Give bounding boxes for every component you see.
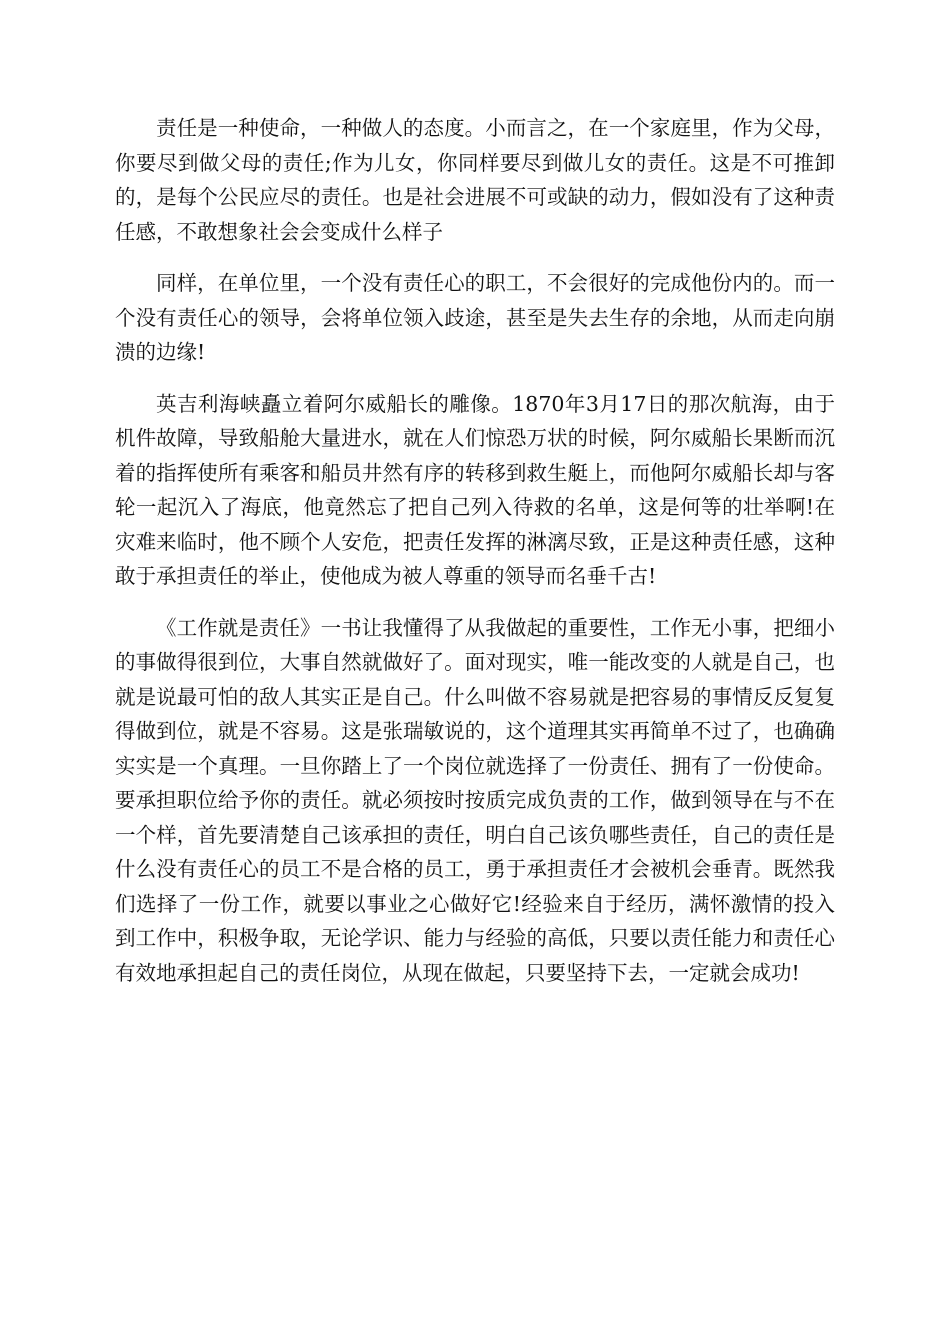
paragraph-3: 英吉利海峡矗立着阿尔威船长的雕像。1870年3月17日的那次航海，由于机件故障，导致船舱大量进水，就在人们惊恐万状的时候，阿尔威船长果断而沉着的指挥使所有乘客和船员井然有序的转移到救生艇上，而他阿尔威船长却与客轮一起沉入了海底，他竟然忘了把自己列入待救的名单，这是何等的壮举啊!在灾难来临时，他不顾个人安危，把责任发挥的淋漓尽致，正是这种责任感，这种敢于承担责任的举止，使他成为被人尊重的领导而名垂千古! <box>115 391 835 588</box>
paragraph-4: 《工作就是责任》一书让我懂得了从我做起的重要性，工作无小事，把细小的事做得很到位，大事自然就做好了。面对现实，唯一能改变的人就是自己，也就是说最可怕的敌人其实正是自己。什么叫做不容易就是把容易的事情反反复复得做到位，就是不容易。这是张瑞敏说的，这个道理其实再简单不过了，也确确实实是一个真理。一旦你踏上了一个岗位就选择了一份责任、拥有了一份使命。要承担职位给予你的责任。就必须按时按质完成负责的工作，做到领导在与不在一个样，首先要清楚自己该承担的责任，明白自己该负哪些责任，自己的责任是什么没有责任心的员工不是合格的员工，勇于承担责任才会被机会垂青。既然我们选择了一份工作，就要以事业之心做好它!经验来自于经历，满怀激情的投入到工作中，积极争取，无论学识、能力与经验的高低，只要以责任能力和责任心有效地承担起自己的责任岗位，从现在做起，只要坚持下去，一定就会成功! <box>115 615 835 985</box>
paragraph-2: 同样，在单位里，一个没有责任心的职工，不会很好的完成他份内的。而一个没有责任心的领导，会将单位领入歧途，甚至是失去生存的余地，从而走向崩溃的边缘! <box>115 271 835 364</box>
paragraph-1: 责任是一种使命，一种做人的态度。小而言之，在一个家庭里，作为父母，你要尽到做父母的责任;作为儿女，你同样要尽到做儿女的责任。这是不可推卸的，是每个公民应尽的责任。也是社会进展不可或缺的动力，假如没有了这种责任感，不敢想象社会会变成什么样子 <box>115 116 835 244</box>
document-body <box>115 111 835 1007</box>
